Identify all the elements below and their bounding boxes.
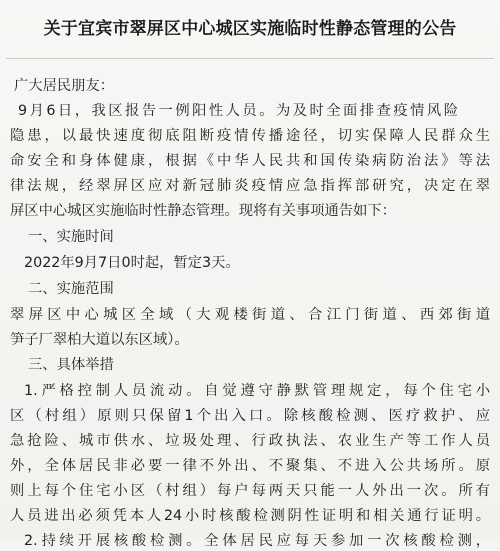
body-line-5: 屏区中心城区实施临时性静态管理。现将有关事项通告如下： bbox=[10, 203, 397, 219]
measure-1-line-6: 人员进出必须凭本人24小时核酸检测阴性证明和相关通行证明。 bbox=[10, 508, 490, 524]
body-line-1: 9月6日，我区报告一例阳性人员。为及时全面排查疫情风险 bbox=[18, 103, 458, 119]
section-content-scope-1: 翠屏区中心城区全域（大观楼街道、合江门街道、西郊街道 bbox=[10, 307, 490, 323]
body-line-3: 命安全和身体健康，根据《中华人民共和国传染病防治法》等法 bbox=[10, 153, 490, 169]
document-title: 关于宜宾市翠屏区中心城区实施临时性静态管理的公告 bbox=[43, 19, 457, 39]
section-heading-scope: 二、实施范围 bbox=[28, 281, 114, 297]
measure-1-line-3: 急抢险、城市供水、垃圾处理、行政执法、农业生产等工作人员 bbox=[10, 433, 490, 449]
measure-2-line-1: 2.持续开展核酸检测。全体居民应每天参加一次核酸检测， bbox=[24, 533, 490, 549]
body-line-2: 隐患，以最快速度彻底阻断疫情传播途径，切实保障人民群众生 bbox=[10, 128, 490, 144]
section-content-scope-2: 笋子厂翠柏大道以东区域）。 bbox=[10, 332, 189, 348]
measure-1-line-2: 区（村组）原则只保留1个出入口。除核酸检测、医疗救护、应 bbox=[10, 408, 490, 424]
body-line-4: 律法规，经翠屏区应对新冠肺炎疫情应急指挥部研究，决定在翠 bbox=[10, 178, 490, 194]
section-content-time: 2022年9月7日0时起，暂定3天。 bbox=[24, 255, 240, 271]
measure-1-line-5: 则上每个住宅小区（村组）每户每两天只能一人外出一次。所有 bbox=[10, 483, 490, 499]
title-divider bbox=[6, 58, 494, 59]
measure-1-line-4: 外，全体居民非必要一律不外出、不聚集、不进入公共场所。原 bbox=[10, 458, 490, 474]
greeting-line: 广大居民朋友： bbox=[14, 78, 115, 94]
section-heading-measures: 三、具体举措 bbox=[28, 357, 114, 373]
section-heading-time: 一、实施时间 bbox=[28, 229, 114, 245]
measure-1-line-1: 1.严格控制人员流动。自觉遵守静默管理规定，每个住宅小 bbox=[24, 383, 490, 399]
